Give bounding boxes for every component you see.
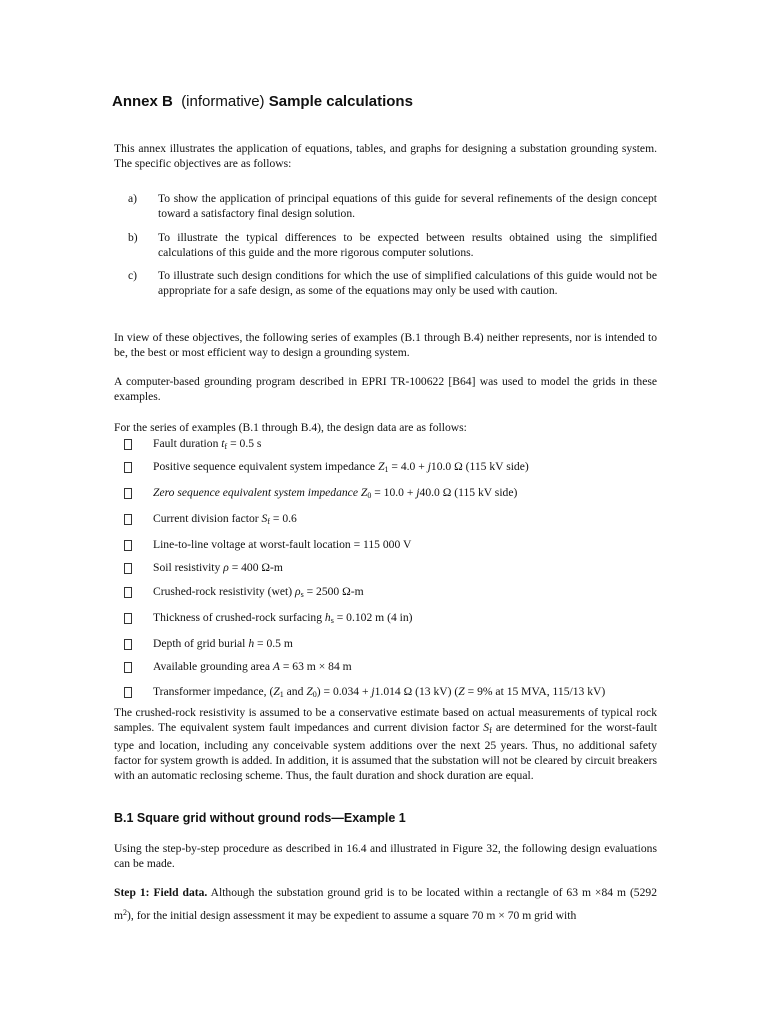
objectives-paragraph: In view of these objectives, the following series of examples (B.1 through B.4) neither represents, nor is intended to be, the best or most efficient way to design a grounding system.: [114, 331, 657, 359]
step1-label: Step 1: Field data.: [114, 886, 208, 899]
annex-note: (informative): [181, 93, 265, 110]
document-page: Annex B (informative) Sample calculations This annex illustrates the application of equations, tables, and graphs for designing a substation grounding system. The specific objectives are as follows: a) To show the application of principal equations of this guide for several refinements of the design concept toward a satisfactory final design solution. b) To illustrate the typical differences to be expected between results obtained using the simplified calculations of this guide and the more rigorous computer solutions. c) To illustrate such design conditions for which the use of simplified calculations of this guide would not be appropriate for a safe design, as some of the equations may only be used with caution. In view of these objectives, the following series of examples (B.1 through B.4) neither represents, nor is intended to be, the best or most efficient way to design a grounding system. A computer-based grounding program described in EPRI TR-100622 [B64] was used to model the grids in these examples. For the series of examples (B.1 through B.4), the design data are as follows: Fault duration $t_f = 0.5$ s Positive sequence equivalent system impedance $Z_1 = 4.0 + j10.0$ Ω (115 kV side) Zero sequence equivalent system impedance $Z_0 = 10.0 + j40.0$ Ω (115 kV side) Current division factor $S_f = 0.6$ Line-to-line voltage at worst-fault location = 115 000 V Soil resistivity ρ = 400 Ω-m Crushed-rock resistivity (wet) $\rho_s = 2500$ Ω-m Thickness of crushed-rock surfacing $h_s = 0.102$ m (4 in) Depth of grid burial h = 0.5 m Available grounding area A = 63 m × 84 m Transformer impedance, ($Z_1$ and $Z_0) = 0.034 + j1.014$ Ω (13 kV) (Z = 9% at 15 MVA, 115/13 kV) The crushed-rock resistivity is assumed to be a conservative estimate based on actual measurements of typical rock samples. The equivalent system fault impedances and current division factor $S_f$ are determined for the worst-fault type and location, including any conceivable system additions over the next 25 years. Thus, no additional safety factor for system growth is added. In addition, it is assumed that the substation will not be cleared by circuit breakers with an automatic reclosing scheme. Thus, the fault duration and shock duration are equal. B.1 Square grid without ground rods—Example 1 Using the step-by-step procedure as described in 16.4 and illustrated in Figure 32, the following design evaluations can be made. Step 1: Field data. Although the substation ground grid is to be located within a rectangle of 63 m ×84 m (5292 $m^2$), for the initial design assessment it may be expedient to assume a square 70 m × 70 m grid with: [0, 0, 768, 1024]
step1-paragraph: Step 1: Field data. Although the substation ground grid is to be located within a rectangle of 63 m ×84 m (5292 $m^2$), for the initial design assessment it may be expedient to assume a square 70 m × 70 m grid with: [114, 886, 657, 922]
annex-title: Sample calculations: [268, 93, 413, 110]
program-paragraph: A computer-based grounding program described in EPRI TR-100622 [B64] was used to model the grids in these examples.: [114, 375, 657, 403]
b1-intro-paragraph: Using the step-by-step procedure as described in 16.4 and illustrated in Figure 32, the following design evaluations can be made.: [114, 842, 657, 870]
checkbox-icon: [124, 687, 132, 698]
checkbox-icon: [124, 439, 132, 450]
checkbox-icon: [124, 488, 132, 499]
checkbox-icon: [124, 613, 132, 624]
checkbox-icon: [124, 540, 132, 551]
checkbox-icon: [124, 514, 132, 525]
checkbox-icon: [124, 587, 132, 598]
intro-paragraph: This annex illustrates the application of equations, tables, and graphs for designing a substation grounding system. The specific objectives are as follows:: [114, 142, 657, 170]
list-marker: c): [128, 269, 138, 282]
annex-label: Annex B: [112, 93, 173, 110]
section-heading-b1: B.1 Square grid without ground rods—Example 1: [114, 811, 406, 825]
design-data-intro: For the series of examples (B.1 through B.4), the design data are as follows:: [114, 421, 467, 434]
list-text: To illustrate such design conditions for which the use of simplified calculations of this guide would not be appropriate for a safe design, as some of the equations may only be used with caution.: [158, 269, 657, 297]
list-text: To illustrate the typical differences to be expected between results obtained using the simplified calculations of this guide and the more rigorous computer solutions.: [158, 231, 657, 259]
checkbox-icon: [124, 462, 132, 473]
checkbox-icon: [124, 662, 132, 673]
list-marker: b): [128, 231, 138, 244]
list-text: To show the application of principal equations of this guide for several refinements of the design concept toward a satisfactory final design solution.: [158, 192, 657, 220]
checkbox-icon: [124, 639, 132, 650]
crushed-rock-paragraph: The crushed-rock resistivity is assumed to be a conservative estimate based on actual measurements of typical rock samples. The equivalent system fault impedances and current division factor $S_f$ are determined for the worst-fault type and location, including any conceivable system additions over the next 25 years. Thus, no additional safety factor for system growth is added. In addition, it is assumed that the substation will not be cleared by circuit breakers with an automatic reclosing scheme. Thus, the fault duration and shock duration are equal.: [114, 706, 657, 782]
annex-heading: [112, 93, 672, 110]
list-marker: a): [128, 192, 138, 205]
checkbox-icon: [124, 563, 132, 574]
